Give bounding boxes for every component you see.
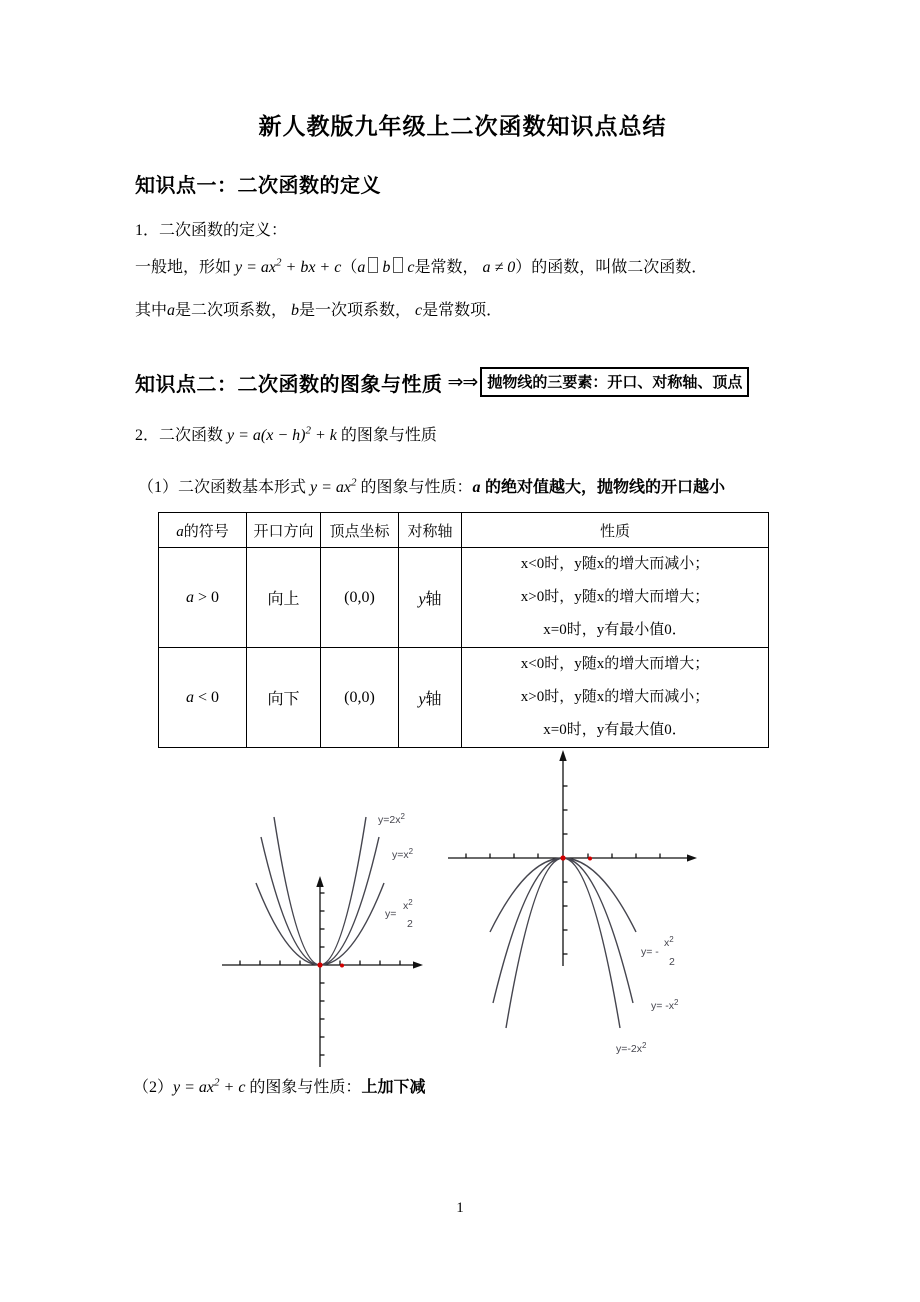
formula-exponent: 2 xyxy=(276,256,282,269)
section2-heading-row xyxy=(135,367,749,397)
sub1-pre: （1）二次函数基本形式 xyxy=(138,479,311,496)
sign-rest: > 0 xyxy=(193,588,220,606)
item2-pre: 2．二次函数 xyxy=(135,427,228,444)
label-y-neg-x2: $y= -x^2$ xyxy=(651,998,679,1012)
cell-properties xyxy=(462,548,769,648)
page-number: 1 xyxy=(456,1200,464,1216)
header-sign-cn: 的符号 xyxy=(183,523,229,540)
cell-sign xyxy=(159,648,247,748)
condition-a-nonzero: a ≠ 0 xyxy=(482,259,516,276)
constants-text: 是常数， xyxy=(414,259,483,276)
formula-exponent: 2 xyxy=(214,1076,220,1089)
var-b: b xyxy=(291,302,300,319)
sub2-pre: （2） xyxy=(133,1079,174,1096)
formula-exponent: 2 xyxy=(351,476,357,489)
origin-dot xyxy=(317,962,322,967)
document-title: 新人教版九年级上二次函数知识点总结 xyxy=(258,114,667,139)
missing-glyph-box xyxy=(393,257,403,273)
formula-vertex-form-tail: + k xyxy=(310,427,337,444)
svg-text:y= -: y= - xyxy=(641,946,659,958)
item2-paragraph xyxy=(135,424,437,448)
formula-ax2-plus-c-tail: + c xyxy=(219,1079,246,1096)
cell-direction: 向下 xyxy=(247,648,321,748)
property-line: x=0时，y有最大值0． xyxy=(543,722,687,738)
section1-heading: 知识点一：二次函数的定义 xyxy=(135,175,381,197)
axes xyxy=(448,759,690,966)
table-row xyxy=(159,548,769,648)
coef-text-3: 是常数项． xyxy=(422,302,503,319)
paren-open: （ xyxy=(341,259,358,276)
cell-properties xyxy=(462,648,769,748)
property-line: x>0时，y随x的增大而增大； xyxy=(520,589,710,605)
cell-direction: 向上 xyxy=(247,548,321,648)
property-line: x>0时，y随x的增大而减小； xyxy=(520,689,710,705)
property-line: x=0时，y有最小值0． xyxy=(543,622,687,638)
var-y: y xyxy=(418,691,426,708)
sub2-bold-note: 上加下减 xyxy=(361,1079,426,1096)
coef-text-0: 其中 xyxy=(135,302,168,319)
table-row xyxy=(159,648,769,748)
axis-cn: 轴 xyxy=(425,691,442,708)
section2-heading: 知识点二：二次函数的图象与性质 xyxy=(135,373,443,396)
parabola-three-elements-box: 抛物线的三要素：开口、对称轴、顶点 xyxy=(480,367,749,397)
cell-axis xyxy=(399,648,462,748)
y-axis-arrow xyxy=(316,876,323,887)
cell-vertex: (0,0) xyxy=(321,648,399,748)
var-c: c xyxy=(407,259,415,276)
label-y-neg-2x2: $y=-2x^2$ xyxy=(616,1041,647,1055)
var-a-bold: a xyxy=(472,479,481,496)
property-line: x<0时，y随x的增大而减小； xyxy=(520,556,710,572)
formula-exponent: 2 xyxy=(305,424,311,437)
var-a: a xyxy=(357,259,366,276)
label-y-half-x2 xyxy=(385,898,413,930)
table-header-row xyxy=(159,513,769,548)
unit-dot xyxy=(588,857,592,861)
var-a: a xyxy=(176,523,184,540)
formula-ax2-plus-c: y = ax xyxy=(173,1079,215,1096)
label-y-2x2: $y=2x^2$ xyxy=(378,812,405,826)
definition-pre-text: 一般地，形如 xyxy=(135,259,236,276)
formula-basic-form: y = ax xyxy=(310,479,352,496)
left-graph-upward-parabolas xyxy=(200,775,450,1070)
cell-sign xyxy=(159,548,247,648)
definition-paragraph xyxy=(135,256,707,280)
label-y-neg-half-x2 xyxy=(641,935,675,968)
var-c: c xyxy=(415,302,423,319)
svg-text:y=: y= xyxy=(385,908,397,920)
var-a: a xyxy=(185,688,194,706)
sub1-mid: 的图象与性质： xyxy=(356,479,473,496)
coef-text-1: 是二次项系数， xyxy=(175,302,292,319)
sub-item-2-paragraph xyxy=(133,1076,425,1100)
var-b: b xyxy=(382,259,391,276)
axis-cn: 轴 xyxy=(425,591,442,608)
sign-rest: < 0 xyxy=(193,688,220,706)
header-opening-direction: 开口方向 xyxy=(247,513,321,548)
sub2-mid: 的图象与性质： xyxy=(245,1079,362,1096)
header-properties: 性质 xyxy=(462,513,769,548)
fraction-denominator: 2 xyxy=(407,918,413,930)
var-a: a xyxy=(167,302,176,319)
item2-post: 的图象与性质 xyxy=(336,427,437,444)
right-graph-downward-parabolas xyxy=(438,746,718,1071)
x-axis-arrow xyxy=(687,854,697,861)
sub1-bold-note: 的绝对值越大，抛物线的开口越小 xyxy=(480,479,725,496)
missing-glyph-box xyxy=(368,257,378,273)
label-y-x2: $y=x^2$ xyxy=(392,847,414,861)
origin-dot xyxy=(560,855,565,860)
var-a: a xyxy=(185,588,194,606)
header-axis: 对称轴 xyxy=(399,513,462,548)
fraction-numerator: $x^2$ xyxy=(664,935,674,949)
coefficient-paragraph xyxy=(135,299,502,323)
formula-vertex-form: y = a(x − h) xyxy=(227,427,306,444)
cell-axis xyxy=(399,548,462,648)
formula-quadratic-tail: + bx + c xyxy=(281,259,342,276)
cell-vertex: (0,0) xyxy=(321,548,399,648)
unit-dot xyxy=(340,964,344,968)
properties-table xyxy=(158,512,769,748)
coef-text-2: 是一次项系数， xyxy=(299,302,416,319)
header-vertex: 顶点坐标 xyxy=(321,513,399,548)
fraction-denominator: 2 xyxy=(669,956,675,968)
header-sign-of-a xyxy=(159,513,247,548)
property-line: x<0时，y随x的增大而增大； xyxy=(520,656,710,672)
definition-post-text: ）的函数，叫做二次函数． xyxy=(515,259,708,276)
y-axis-arrow xyxy=(559,750,566,761)
sub-item-1-paragraph xyxy=(138,476,725,500)
double-arrow: ⇒⇒ xyxy=(447,371,478,393)
formula-quadratic: y = ax xyxy=(235,259,277,276)
definition-item-label: 1．二次函数的定义： xyxy=(135,222,288,239)
x-axis-arrow xyxy=(413,961,423,968)
var-y: y xyxy=(418,591,426,608)
fraction-numerator: $x^2$ xyxy=(403,898,413,912)
